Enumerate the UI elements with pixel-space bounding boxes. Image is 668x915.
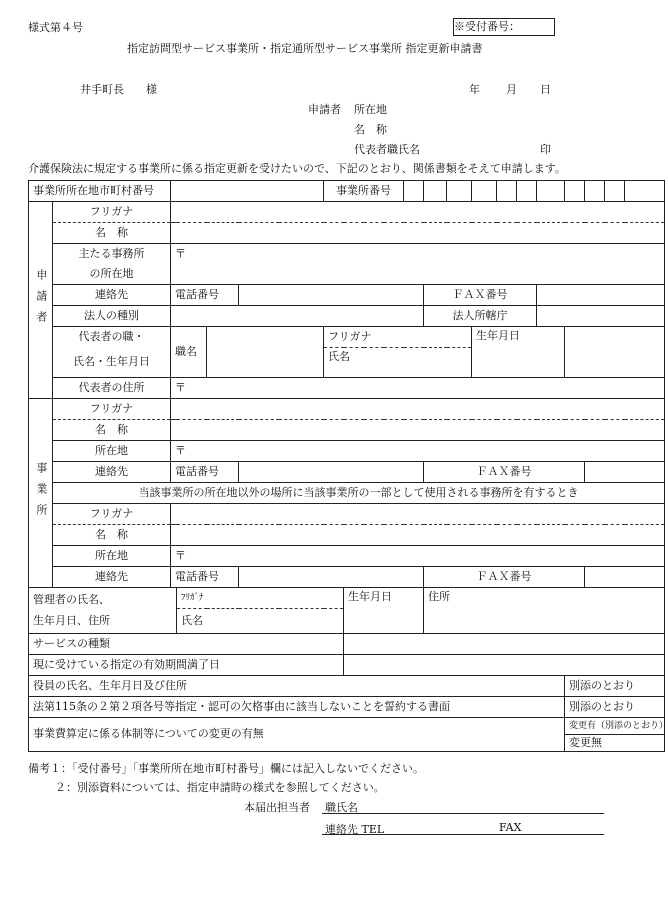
reception-number-box[interactable]: [453, 18, 555, 36]
applicant-tel-field[interactable]: [239, 285, 424, 306]
branch-contact-label: 連絡先: [53, 567, 171, 588]
office-furigana-field[interactable]: [171, 399, 665, 420]
applicant-fax-field[interactable]: [537, 285, 665, 306]
manager-label: [29, 588, 177, 634]
seal-mark: 印: [540, 143, 551, 156]
applicant-fax-label: ＦＡＸ番号: [424, 285, 537, 306]
rep-address-label: 代表者の住所: [53, 378, 171, 399]
postal-mark: 〒: [175, 247, 186, 260]
applicant-label: 申請者: [308, 103, 341, 116]
form-title: 指定訪問型サービス事業所・指定通所型サービス事業所 指定更新申請書: [127, 42, 483, 55]
officers-label: 役員の氏名、生年月日及び住所: [29, 676, 565, 697]
manager-address-label: 住所: [424, 588, 665, 634]
fee-changed-option[interactable]: 変更有（別添のとおり）: [565, 718, 665, 735]
branch-location-field[interactable]: [171, 546, 665, 567]
office-number-digit[interactable]: [605, 181, 625, 202]
manager-label-1: 管理者の氏名、: [33, 592, 110, 606]
person-in-charge-label: 本届出担当者: [244, 801, 310, 814]
municipality-code-label: 事業所所在地市町村番号: [29, 181, 171, 202]
rep-birth-label: 生年月日: [472, 327, 565, 378]
fee-unchanged-option[interactable]: 変更無: [565, 735, 665, 752]
office-number-digit[interactable]: [472, 181, 497, 202]
applicant-name-label: 名 称: [354, 123, 387, 136]
service-type-label: サービスの種類: [29, 634, 344, 655]
office-fax-label: ＦＡＸ番号: [424, 462, 585, 483]
note-1: 備考１：「受付番号」「事業所所在地市町村番号」欄には記入しないでください。: [28, 762, 424, 775]
oath-label: 法第115条の２第２項各号等指定・認可の欠格事由に該当しないことを誓約する書面: [29, 697, 565, 718]
date-year: 年: [469, 83, 480, 96]
rep-furigana-label: フリガナ: [324, 327, 472, 348]
branch-fax-label: ＦＡＸ番号: [424, 567, 585, 588]
reception-number-label: ※受付番号：: [454, 20, 520, 33]
manager-label-2: 生年月日、住所: [33, 613, 110, 627]
postal-mark: 〒: [175, 380, 186, 394]
municipality-code-field[interactable]: [171, 181, 324, 202]
office-fax-field[interactable]: [585, 462, 665, 483]
rep-info-label: 代表者の職・: [53, 327, 171, 348]
office-number-digit[interactable]: [447, 181, 472, 202]
branch-name-label: 名 称: [53, 525, 171, 546]
office-number-digit[interactable]: [424, 181, 447, 202]
rep-birth-field[interactable]: [565, 327, 665, 378]
postal-mark: 〒: [175, 548, 186, 562]
corp-type-field[interactable]: [171, 306, 424, 327]
branch-fax-field[interactable]: [585, 567, 665, 588]
contact-line[interactable]: [322, 834, 604, 835]
applicant-furigana-label: フリガナ: [53, 202, 171, 223]
manager-name-label: 氏名: [177, 609, 344, 634]
other-office-note: 当該事業所の所在地以外の場所に当該事業所の一部として使用される事務所を有するとき: [53, 483, 665, 504]
title-name-line[interactable]: [322, 813, 604, 814]
office-contact-label: 連絡先: [53, 462, 171, 483]
rep-position-label: 職名: [171, 327, 207, 378]
office-number-digit[interactable]: [565, 181, 585, 202]
office-number-digit[interactable]: [517, 181, 537, 202]
representative-label: 代表者職氏名: [354, 143, 420, 156]
applicant-contact-label: 連絡先: [53, 285, 171, 306]
service-type-field[interactable]: [344, 634, 665, 655]
office-section-label: 事業所: [29, 399, 53, 588]
office-furigana-label: フリガナ: [53, 399, 171, 420]
contact-tel-label: 連絡先 TEL: [325, 823, 385, 836]
addressee: 井手町長 様: [80, 83, 157, 96]
office-number-digit[interactable]: [497, 181, 517, 202]
fee-system-label: 事業費算定に係る体制等についての変更の有無: [29, 718, 565, 752]
applicant-tel-label: 電話番号: [171, 285, 239, 306]
oath-attached: 別添のとおり: [565, 697, 665, 718]
office-number-digit[interactable]: [625, 181, 665, 202]
application-table: [28, 180, 668, 752]
date-month: 月: [506, 83, 517, 96]
main-office-label-2: の所在地: [53, 264, 171, 285]
applicant-address-label: 所在地: [354, 103, 387, 116]
main-office-label: 主たる事務所: [53, 244, 171, 265]
office-name-field[interactable]: [171, 420, 665, 441]
branch-location-label: 所在地: [53, 546, 171, 567]
note-2: ２：別添資料については、指定申請時の様式を参照してください。: [55, 781, 385, 794]
branch-furigana-label: フリガナ: [53, 504, 171, 525]
applicant-name-field[interactable]: [171, 223, 665, 244]
office-tel-label: 電話番号: [171, 462, 239, 483]
applicant-name-row-label: 名 称: [53, 223, 171, 244]
applicant-section-label: 申請者: [29, 202, 53, 399]
main-office-field[interactable]: [171, 244, 665, 285]
rep-name-label: 氏名: [324, 348, 472, 378]
officers-attached: 別添のとおり: [565, 676, 665, 697]
office-number-digit[interactable]: [585, 181, 605, 202]
date-day: 日: [540, 83, 551, 96]
office-number-digit[interactable]: [537, 181, 565, 202]
rep-address-field[interactable]: [171, 378, 665, 399]
validity-label: 現に受けている指定の有効期間満了日: [29, 655, 344, 676]
contact-fax-label: FAX: [499, 821, 522, 834]
rep-info-label-2: 氏名・生年月日: [53, 348, 171, 378]
manager-birth-label: 生年月日: [344, 588, 424, 634]
branch-tel-label: 電話番号: [171, 567, 239, 588]
intro-text: 介護保険法に規定する事業所に係る指定更新を受けたいので、下記のとおり、関係書類をそえて申請します。: [28, 162, 566, 175]
postal-mark: 〒: [175, 443, 186, 457]
corp-authority-label: 法人所轄庁: [424, 306, 537, 327]
validity-field[interactable]: [344, 655, 665, 676]
office-number-label: 事業所番号: [324, 181, 404, 202]
office-location-label: 所在地: [53, 441, 171, 462]
rep-position-field[interactable]: [207, 327, 324, 378]
applicant-furigana-field[interactable]: [171, 202, 665, 223]
office-name-label: 名 称: [53, 420, 171, 441]
branch-tel-field[interactable]: [239, 567, 424, 588]
title-name-label: 職氏名: [325, 801, 358, 814]
corp-type-label: 法人の種別: [53, 306, 171, 327]
office-number-digit[interactable]: [404, 181, 424, 202]
branch-name-field[interactable]: [171, 525, 665, 546]
manager-furigana-label: ﾌﾘｶﾞﾅ: [177, 588, 344, 609]
form-number: 様式第４号: [28, 21, 83, 34]
office-location-field[interactable]: [171, 441, 665, 462]
branch-furigana-field[interactable]: [171, 504, 665, 525]
corp-authority-field[interactable]: [537, 306, 665, 327]
office-tel-field[interactable]: [239, 462, 424, 483]
